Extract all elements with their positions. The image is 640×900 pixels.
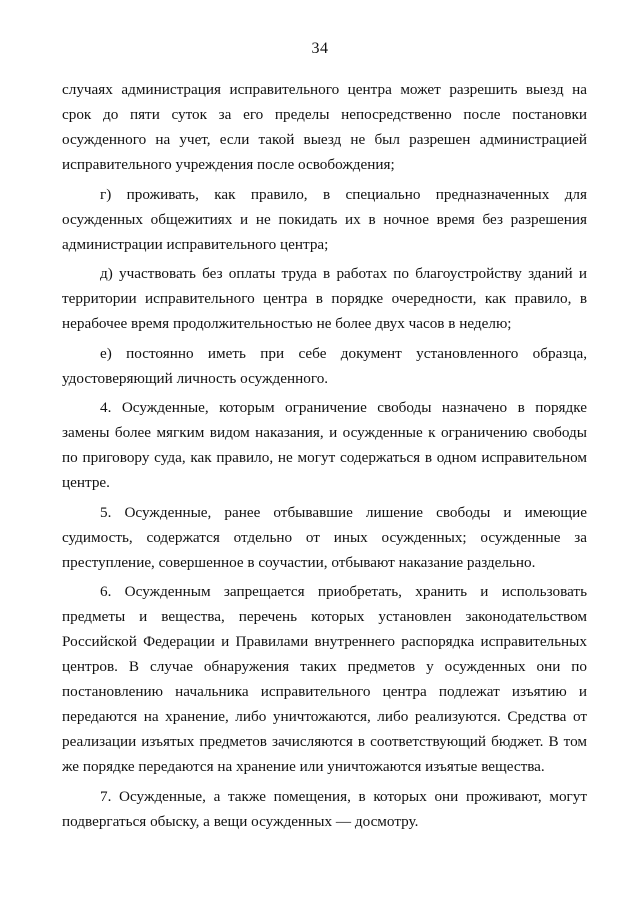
document-body	[62, 77, 587, 838]
paragraph-item-e: е) постоянно иметь при себе документ установленного образца, удостоверяющий личность осужденного.	[62, 344, 587, 387]
paragraph-continuation: случаях администрация исправительного центра может разрешить выезд на срок до пяти суток за его пределы непосредственно после постановки осужденного на учет, если такой выезд не был разрешен администрацией исправительного учреждения после освобождения;	[62, 81, 587, 173]
paragraph-clause-5: 5. Осужденные, ранее отбывавшие лишение свободы и имеющие судимость, содержатся отдельно от иных осужденных; осужденные за преступление, совершенное в соучастии, отбывают наказание раздельно.	[62, 503, 587, 571]
paragraph-item-d: д) участвовать без оплаты труда в работах по благоустройству зданий и территории исправительного центра в порядке очередности, как правило, в нерабочее время продолжительностью не более двух часов в неделю;	[62, 265, 587, 332]
page-number: 34	[311, 40, 329, 57]
paragraph-clause-6: 6. Осужденным запрещается приобретать, хранить и использовать предметы и вещества, перечень которых установлен законодательством Российской Федерации и Правилами внутреннего распорядка исправительных центров. В случае обнаружения таких предметов у осужденных они по постановлению начальника исправительного центра подлежат изъятию и передаются на хранение, либо уничтожаются, либо реализуются. Средства от реализации изъятых предметов зачисляются в соответствующий бюджет. В том же порядке передаются на хранение или уничтожаются изъятые вещества.	[62, 583, 587, 775]
paragraph-clause-7: 7. Осужденные, а также помещения, в которых они проживают, могут подвергаться обыску, а вещи осужденных — досмотру.	[62, 787, 587, 830]
paragraph-item-g: г) проживать, как правило, в специально предназначенных для осужденных общежитиях и не покидать их в ночное время без разрешения администрации исправительного центра;	[62, 185, 587, 253]
paragraph-clause-4: 4. Осужденные, которым ограничение свободы назначено в порядке замены более мягким видом наказания, и осужденные к ограничению свободы по приговору суда, как правило, не могут содержаться в одном исправительном центре.	[62, 399, 587, 491]
